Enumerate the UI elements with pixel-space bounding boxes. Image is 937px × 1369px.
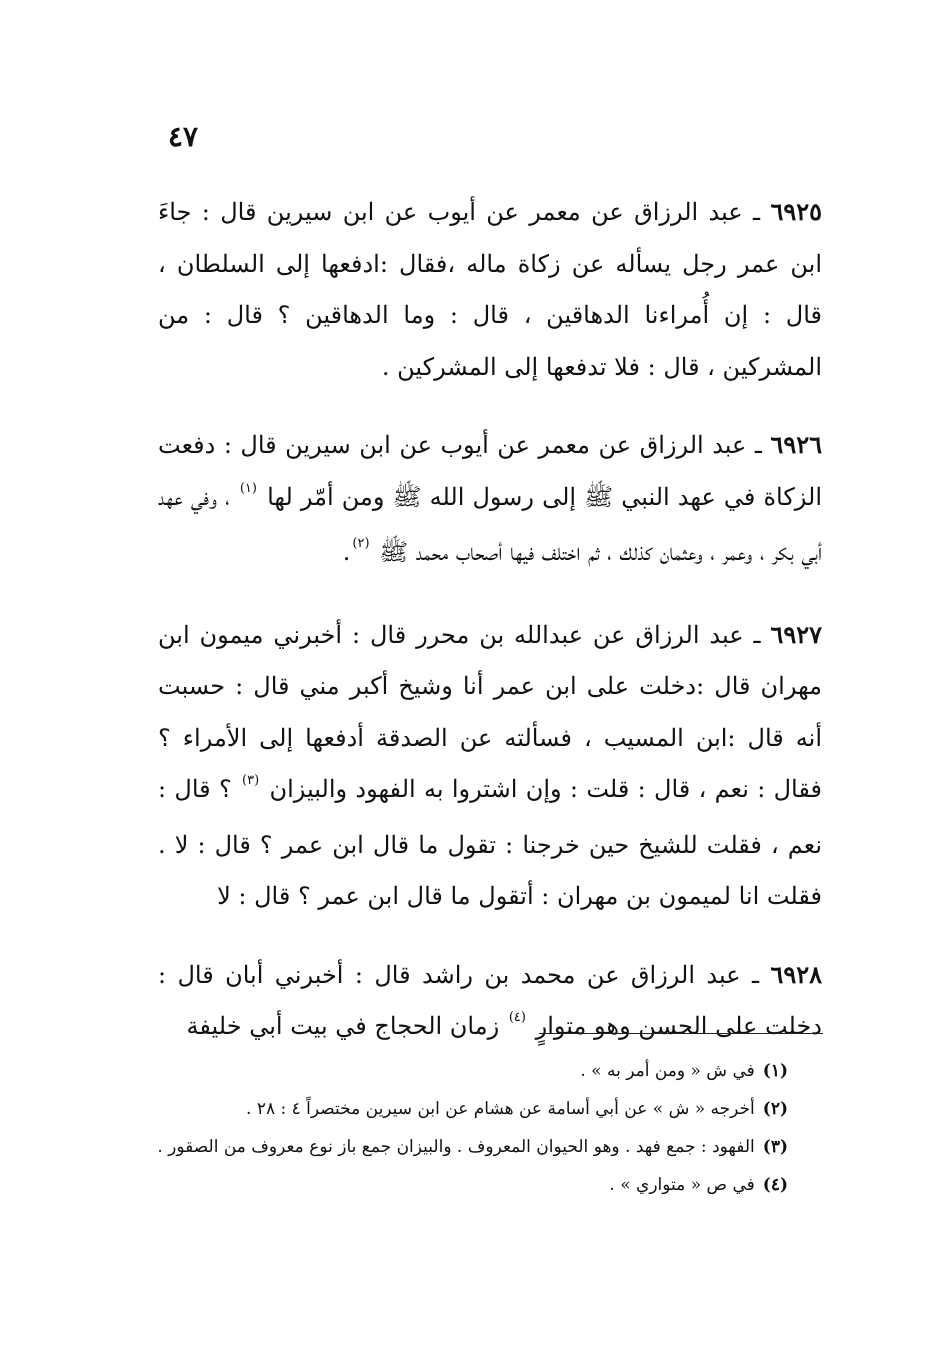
hadith-6928 [158, 949, 822, 1057]
main-text [158, 186, 822, 1057]
hadith-6927 [158, 609, 822, 923]
footnote-number: (١) [762, 1061, 788, 1081]
footnote-number: (٤) [762, 1175, 788, 1195]
footnote-text: الفهود : جمع فهد . وهو الحيوان المعروف . والبيزان جمع باز نوع معروف من الصقور . [157, 1137, 755, 1157]
footnote [148, 1166, 788, 1204]
footnote-text: في ص « متواري » . [609, 1175, 755, 1195]
hadith-6925 [158, 186, 822, 393]
hadith-text: ـ عبد الرزاق عن معمر عن أيوب عن ابن سيرين قال : جاءَ ابن عمر رجل يسأله عن زكاة ماله ،فقال :ادفعها إلى السلطان ، قال : إن أُمراءنا الدهاقين ، قال : وما الدهاقين ؟ قال : من المشركين ، قال : فلا تدفعها إلى المشركين . [158, 198, 822, 381]
hadith-text: ؟ قال : نعم ، فقلت للشيخ حين خرجنا : تقول ما قال ابن عمر ؟ قال : لا . فقلت انا لميمون بن مهران : أتقول ما قال ابن عمر ؟ قال : لا [158, 775, 822, 910]
footnotes [148, 1052, 788, 1204]
hadith-number: ٦٩٢٦ [770, 430, 822, 459]
footnote [148, 1090, 788, 1128]
footnote-reference: (١) [239, 480, 257, 496]
footnote [148, 1052, 788, 1090]
footnote-divider [539, 1033, 823, 1034]
hadith-text: . [342, 538, 351, 566]
hadith-text: ـ عبد الرزاق عن عبدالله بن محرر قال : أخبرني ميمون ابن مهران قال :دخلت على ابن عمر أنا وشيخ أكبر مني قال : حسبت أنه قال :ابن المسيب ، فسألته عن الصدقة أدفعها إلى الأمراء ؟ فقال : نعم ، قال : قلت : وإن اشتروا به الفهود والبيزان [158, 620, 822, 803]
hadith-text: زمان الحجاج في بيت أبي خليفة [186, 1012, 500, 1040]
hadith-number: ٦٩٢٧ [770, 619, 822, 649]
footnote-number: (٣) [762, 1137, 788, 1157]
hadith-text: ـ عبد الرزاق عن معمر عن أيوب عن ابن سيرين قال : دفعت الزكاة في عهد النبي ﷺ إلى رسول الله ﷺ ومن أمّر لها [158, 431, 822, 511]
footnote-reference: (٣) [242, 773, 260, 788]
hadith-6926 [158, 419, 822, 583]
footnote-reference: (٤) [508, 1010, 526, 1025]
footnote-text: أخرجه « ش » عن أبي أسامة عن هشام عن ابن سيرين مختصراً ٤ : ٢٨ . [246, 1099, 755, 1119]
page-number: ٤٧ [168, 120, 199, 153]
footnote-reference: (٢) [352, 536, 370, 551]
hadith-text: ، وفي عهد أبي بكر ، وعمر ، وعثمان كذلك ، ثم اختلف فيها أصحاب محمد ﷺ [158, 482, 822, 566]
hadith-number: ٦٩٢٥ [770, 197, 822, 226]
footnote-text: في ش « ومن أمر به » . [580, 1061, 755, 1081]
hadith-number: ٦٩٢٨ [770, 959, 822, 989]
footnote-number: (٢) [762, 1099, 788, 1119]
hadith-text: ـ عبد الرزاق عن محمد بن راشد قال : أخبرني أبان قال : دخلت على الحسن وهو متوارٍ [158, 960, 822, 1040]
footnote [148, 1128, 788, 1166]
